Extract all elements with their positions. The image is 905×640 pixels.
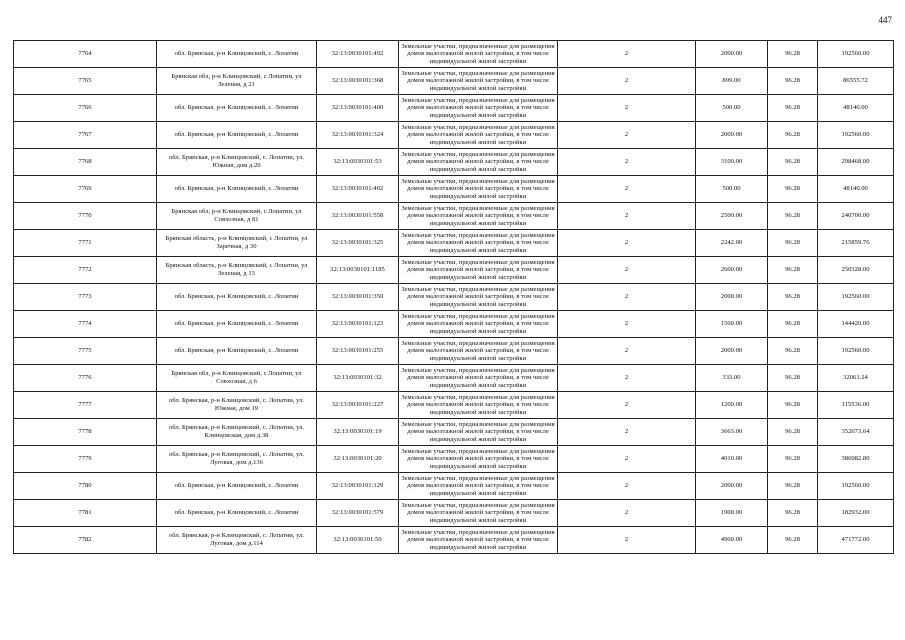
table-row: [14, 149, 894, 176]
rate-cell: 96.28: [768, 95, 818, 122]
area-cell: 1500.00: [696, 311, 768, 338]
rate-cell: 96.28: [768, 257, 818, 284]
cadastral-value-cell: 32061.24: [818, 365, 894, 392]
category-code-cell: 2: [558, 68, 696, 95]
table-row: [14, 419, 894, 446]
land-purpose-cell: Земельные участки, предназначенные для размещения домов малоэтажной жилой застройки, в том числе индивидуальной жилой застройки: [399, 176, 558, 203]
land-purpose-cell: Земельные участки, предназначенные для размещения домов малоэтажной жилой застройки, в том числе индивидуальной жилой застройки: [399, 41, 558, 68]
area-cell: 3663.00: [696, 419, 768, 446]
record-number-cell: 7767: [14, 122, 157, 149]
cadastral-value-cell: 86555.72: [818, 68, 894, 95]
cadastral-value-cell: 386082.80: [818, 446, 894, 473]
table-row: [14, 203, 894, 230]
area-cell: 500.00: [696, 95, 768, 122]
category-code-cell: 2: [558, 122, 696, 149]
land-purpose-cell: Земельные участки, предназначенные для размещения домов малоэтажной жилой застройки, в том числе индивидуальной жилой застройки: [399, 149, 558, 176]
table-row: [14, 473, 894, 500]
category-code-cell: 2: [558, 230, 696, 257]
record-number-cell: 7774: [14, 311, 157, 338]
cadastral-number-cell: 32:13:0030101:123: [317, 311, 399, 338]
address-cell: обл. Брянская, р-н Клинцовский, с. Лопатни: [157, 95, 317, 122]
rate-cell: 96.28: [768, 203, 818, 230]
area-cell: 2000.00: [696, 284, 768, 311]
land-purpose-cell: Земельные участки, предназначенные для размещения домов малоэтажной жилой застройки, в том числе индивидуальной жилой застройки: [399, 95, 558, 122]
table-row: [14, 527, 894, 554]
address-cell: Брянская обл, р-н Клинцовский, с Лопатни, ул Зеленая, д 21: [157, 68, 317, 95]
cadastral-value-cell: 144420.00: [818, 311, 894, 338]
cadastral-value-cell: 250328.00: [818, 257, 894, 284]
record-number-cell: 7778: [14, 419, 157, 446]
cadastral-number-cell: 32:13:0030101:20: [317, 446, 399, 473]
record-number-cell: 7782: [14, 527, 157, 554]
category-code-cell: 2: [558, 203, 696, 230]
category-code-cell: 2: [558, 500, 696, 527]
cadastral-number-cell: 32:13:0030101:579: [317, 500, 399, 527]
cadastral-value-cell: 48140.00: [818, 95, 894, 122]
table-row: [14, 176, 894, 203]
category-code-cell: 2: [558, 473, 696, 500]
record-number-cell: 7779: [14, 446, 157, 473]
land-purpose-cell: Земельные участки, предназначенные для размещения домов малоэтажной жилой застройки, в том числе индивидуальной жилой застройки: [399, 392, 558, 419]
category-code-cell: 2: [558, 446, 696, 473]
record-number-cell: 7766: [14, 95, 157, 122]
land-purpose-cell: Земельные участки, предназначенные для размещения домов малоэтажной жилой застройки, в том числе индивидуальной жилой застройки: [399, 311, 558, 338]
cadastral-number-cell: 32:13:0030101:53: [317, 149, 399, 176]
land-purpose-cell: Земельные участки, предназначенные для размещения домов малоэтажной жилой застройки, в том числе индивидуальной жилой застройки: [399, 338, 558, 365]
area-cell: 2000.00: [696, 122, 768, 149]
rate-cell: 96.28: [768, 338, 818, 365]
cadastral-number-cell: 32:13:0030101:492: [317, 41, 399, 68]
land-purpose-cell: Земельные участки, предназначенные для размещения домов малоэтажной жилой застройки, в том числе индивидуальной жилой застройки: [399, 284, 558, 311]
cadastral-number-cell: 32:13:0030101:350: [317, 284, 399, 311]
cadastral-value-cell: 215859.76: [818, 230, 894, 257]
cadastral-value-cell: 48140.00: [818, 176, 894, 203]
category-code-cell: 2: [558, 392, 696, 419]
cadastral-number-cell: 32:13:0030101:255: [317, 338, 399, 365]
category-code-cell: 2: [558, 257, 696, 284]
land-purpose-cell: Земельные участки, предназначенные для размещения домов малоэтажной жилой застройки, в том числе индивидуальной жилой застройки: [399, 365, 558, 392]
record-number-cell: 7765: [14, 68, 157, 95]
category-code-cell: 2: [558, 338, 696, 365]
category-code-cell: 2: [558, 311, 696, 338]
rate-cell: 96.28: [768, 473, 818, 500]
cadastral-number-cell: 32:13:0030101:325: [317, 230, 399, 257]
category-code-cell: 2: [558, 149, 696, 176]
cadastral-number-cell: 32:13:0030101:324: [317, 122, 399, 149]
rate-cell: 96.28: [768, 392, 818, 419]
rate-cell: 96.28: [768, 500, 818, 527]
category-code-cell: 2: [558, 419, 696, 446]
address-cell: обл. Брянская, р-н Клинцовский, с. Лопатни: [157, 473, 317, 500]
record-number-cell: 7780: [14, 473, 157, 500]
cadastral-value-cell: 471772.00: [818, 527, 894, 554]
area-cell: 2000.00: [696, 473, 768, 500]
land-purpose-cell: Земельные участки, предназначенные для размещения домов малоэтажной жилой застройки, в том числе индивидуальной жилой застройки: [399, 122, 558, 149]
record-number-cell: 7781: [14, 500, 157, 527]
area-cell: 1200.00: [696, 392, 768, 419]
land-purpose-cell: Земельные участки, предназначенные для размещения домов малоэтажной жилой застройки, в том числе индивидуальной жилой застройки: [399, 419, 558, 446]
rate-cell: 96.28: [768, 527, 818, 554]
table-row: [14, 338, 894, 365]
category-code-cell: 2: [558, 95, 696, 122]
area-cell: 3100.00: [696, 149, 768, 176]
land-purpose-cell: Земельные участки, предназначенные для размещения домов малоэтажной жилой застройки, в том числе индивидуальной жилой застройки: [399, 500, 558, 527]
rate-cell: 96.28: [768, 68, 818, 95]
category-code-cell: 2: [558, 365, 696, 392]
cadastral-value-cell: 192560.00: [818, 284, 894, 311]
cadastral-value-cell: 192560.00: [818, 122, 894, 149]
address-cell: обл. Брянская, р-н Клинцовский, с. Лопатни: [157, 500, 317, 527]
address-cell: обл. Брянская, р-н Клинцовский, с. Лопатни: [157, 338, 317, 365]
cadastral-number-cell: 32:13:0030101:32: [317, 365, 399, 392]
address-cell: Брянская обл, р-н Клинцовский, с Лопатни, ул Совхозная, д 81: [157, 203, 317, 230]
rate-cell: 96.28: [768, 284, 818, 311]
table-row: [14, 446, 894, 473]
address-cell: Брянская область, р-н Клинцовский, с Лопатни, ул Зеленая, д 13: [157, 257, 317, 284]
cadastral-value-cell: 298468.00: [818, 149, 894, 176]
land-purpose-cell: Земельные участки, предназначенные для размещения домов малоэтажной жилой застройки, в том числе индивидуальной жилой застройки: [399, 203, 558, 230]
cadastral-number-cell: 32:13:0030101:402: [317, 176, 399, 203]
table-row: [14, 392, 894, 419]
cadastral-number-cell: 32:13:0030101:50: [317, 527, 399, 554]
land-purpose-cell: Земельные участки, предназначенные для размещения домов малоэтажной жилой застройки, в том числе индивидуальной жилой застройки: [399, 68, 558, 95]
address-cell: обл. Брянская, р-н Клинцовский, с. Лопатни, ул. Луговая, дом д.136: [157, 446, 317, 473]
record-number-cell: 7770: [14, 203, 157, 230]
table-row: [14, 257, 894, 284]
table-row: [14, 41, 894, 68]
table-row: [14, 284, 894, 311]
cadastral-value-cell: 240700.00: [818, 203, 894, 230]
cadastral-number-cell: 32:13:0030101:368: [317, 68, 399, 95]
rate-cell: 96.28: [768, 149, 818, 176]
cadastral-value-cell: 192560.00: [818, 473, 894, 500]
table-row: [14, 500, 894, 527]
table-row: [14, 365, 894, 392]
record-number-cell: 7777: [14, 392, 157, 419]
address-cell: обл. Брянская, р-н Клинцовский, с. Лопатни, ул. Клинцовская, дом д.38: [157, 419, 317, 446]
address-cell: обл. Брянская, р-н Клинцовский, с. Лопатни: [157, 176, 317, 203]
area-cell: 333.00: [696, 365, 768, 392]
area-cell: 1900.00: [696, 500, 768, 527]
address-cell: обл. Брянская, р-н Клинцовский, с. Лопатни: [157, 122, 317, 149]
cadastral-value-cell: 182932.00: [818, 500, 894, 527]
area-cell: 2000.00: [696, 338, 768, 365]
record-number-cell: 7769: [14, 176, 157, 203]
record-number-cell: 7772: [14, 257, 157, 284]
rate-cell: 96.28: [768, 122, 818, 149]
address-cell: обл. Брянская, р-н Клинцовский, с. Лопатни, ул. Южная, дом 19: [157, 392, 317, 419]
area-cell: 2600.00: [696, 257, 768, 284]
land-purpose-cell: Земельные участки, предназначенные для размещения домов малоэтажной жилой застройки, в том числе индивидуальной жилой застройки: [399, 230, 558, 257]
address-cell: обл. Брянская, р-н Клинцовский, с. Лопатни, ул. Луговая, дом д.114: [157, 527, 317, 554]
category-code-cell: 2: [558, 284, 696, 311]
cadastral-number-cell: 32:13:0030101:1185: [317, 257, 399, 284]
rate-cell: 96.28: [768, 365, 818, 392]
record-number-cell: 7768: [14, 149, 157, 176]
rate-cell: 96.28: [768, 311, 818, 338]
address-cell: Брянская обл, р-н Клинцовский, с Лопатни, ул Совхозная, д 6: [157, 365, 317, 392]
address-cell: обл. Брянская, р-н Клинцовский, с. Лопатни: [157, 284, 317, 311]
area-cell: 2242.00: [696, 230, 768, 257]
area-cell: 500.00: [696, 176, 768, 203]
record-number-cell: 7775: [14, 338, 157, 365]
rate-cell: 96.28: [768, 446, 818, 473]
area-cell: 4010.00: [696, 446, 768, 473]
land-purpose-cell: Земельные участки, предназначенные для размещения домов малоэтажной жилой застройки, в том числе индивидуальной жилой застройки: [399, 257, 558, 284]
land-purpose-cell: Земельные участки, предназначенные для размещения домов малоэтажной жилой застройки, в том числе индивидуальной жилой застройки: [399, 527, 558, 554]
rate-cell: 96.28: [768, 230, 818, 257]
cadastral-value-cell: 192560.00: [818, 338, 894, 365]
table-body: [14, 41, 894, 554]
cadastral-number-cell: 32:13:0030101:227: [317, 392, 399, 419]
page-number: 447: [878, 15, 892, 25]
category-code-cell: 2: [558, 176, 696, 203]
address-cell: обл. Брянская, р-н Клинцовский, с. Лопатни: [157, 41, 317, 68]
address-cell: Брянская область, р-н Клинцовский, с Лопатни, ул Заречная, д 30: [157, 230, 317, 257]
record-number-cell: 7764: [14, 41, 157, 68]
record-number-cell: 7776: [14, 365, 157, 392]
cadastral-number-cell: 32:13:0030101:129: [317, 473, 399, 500]
table-row: [14, 95, 894, 122]
land-purpose-cell: Земельные участки, предназначенные для размещения домов малоэтажной жилой застройки, в том числе индивидуальной жилой застройки: [399, 473, 558, 500]
land-purpose-cell: Земельные участки, предназначенные для размещения домов малоэтажной жилой застройки, в том числе индивидуальной жилой застройки: [399, 446, 558, 473]
area-cell: 4900.00: [696, 527, 768, 554]
land-registry-table: [13, 40, 894, 554]
area-cell: 2000.00: [696, 41, 768, 68]
cadastral-number-cell: 32:13:0030101:558: [317, 203, 399, 230]
category-code-cell: 2: [558, 527, 696, 554]
rate-cell: 96.28: [768, 419, 818, 446]
table-row: [14, 230, 894, 257]
rate-cell: 96.28: [768, 176, 818, 203]
area-cell: 2500.00: [696, 203, 768, 230]
record-number-cell: 7773: [14, 284, 157, 311]
cadastral-value-cell: 192560.00: [818, 41, 894, 68]
address-cell: обл. Брянская, р-н Клинцовский, с. Лопатни, ул. Южная, дом д.20: [157, 149, 317, 176]
cadastral-number-cell: 32:13:0030101:400: [317, 95, 399, 122]
rate-cell: 96.28: [768, 41, 818, 68]
address-cell: обл. Брянская, р-н Клинцовский, с. Лопатни: [157, 311, 317, 338]
record-number-cell: 7771: [14, 230, 157, 257]
cadastral-value-cell: 115536.00: [818, 392, 894, 419]
table-row: [14, 311, 894, 338]
cadastral-number-cell: 32:13:0030101:19: [317, 419, 399, 446]
category-code-cell: 2: [558, 41, 696, 68]
table-row: [14, 122, 894, 149]
table-row: [14, 68, 894, 95]
cadastral-value-cell: 352673.64: [818, 419, 894, 446]
area-cell: 899.00: [696, 68, 768, 95]
